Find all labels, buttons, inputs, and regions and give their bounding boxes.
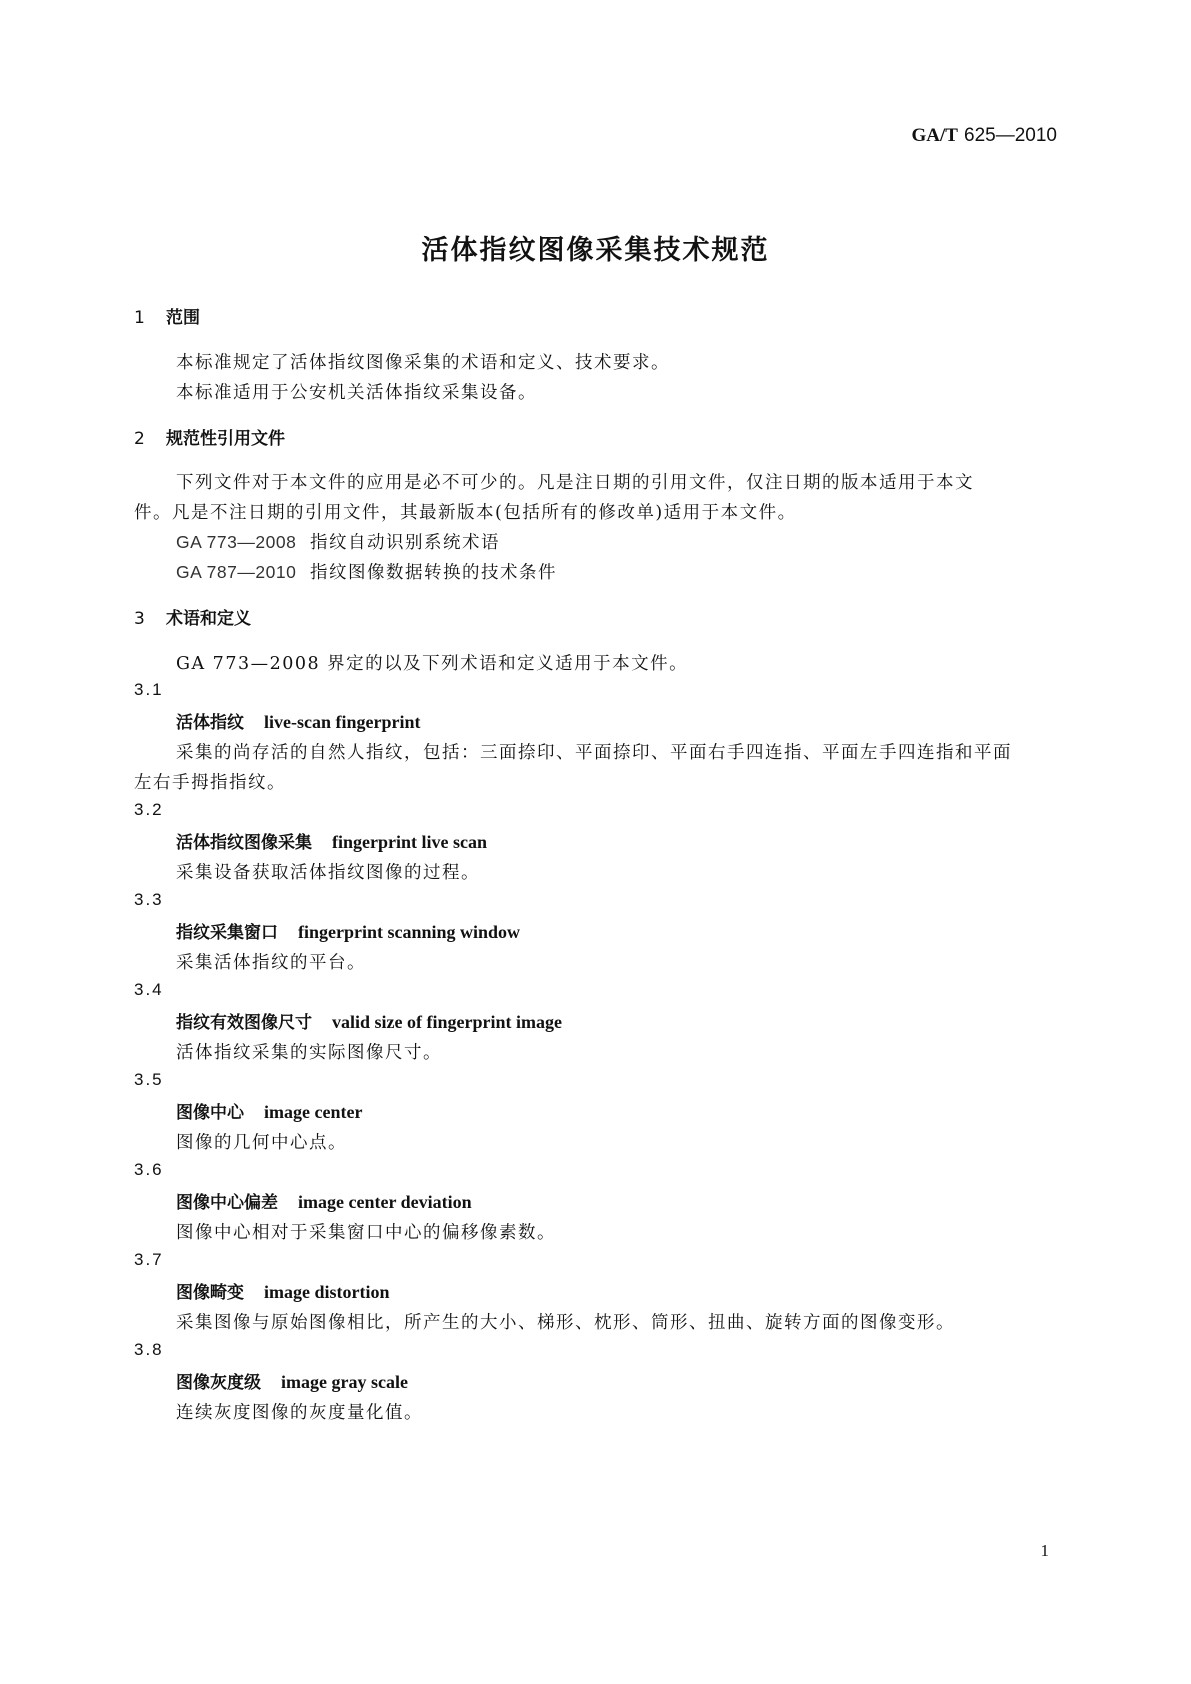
term-title: 图像畸变 image distortion [176, 1282, 390, 1303]
standard-number: 625—2010 [964, 125, 1057, 146]
term-number: 3.6 [134, 1160, 164, 1179]
term-title: 图像中心偏差 image center deviation [176, 1192, 472, 1213]
term-number: 3.5 [134, 1070, 164, 1089]
term-title: 活体指纹 live-scan fingerprint [176, 712, 421, 733]
section-1-heading: 1 范围 [134, 308, 200, 328]
section-2-para-line-1: 下列文件对于本文件的应用是必不可少的。凡是注日期的引用文件，仅注日期的版本适用于本文 [176, 473, 974, 493]
reference-item: GA 787—2010 指纹图像数据转换的技术条件 [176, 562, 557, 583]
section-3-heading: 3 术语和定义 [134, 609, 251, 629]
term-title: 指纹有效图像尺寸 valid size of fingerprint image [176, 1012, 562, 1033]
section-2-heading: 2 规范性引用文件 [134, 429, 285, 449]
term-number: 3.2 [134, 800, 164, 819]
document-title: 活体指纹图像采集技术规范 [421, 235, 770, 266]
term-number: 3.1 [134, 680, 164, 699]
term-title: 图像灰度级 image gray scale [176, 1372, 408, 1393]
term-definition: 活体指纹采集的实际图像尺寸。 [176, 1043, 442, 1063]
term-definition: 采集活体指纹的平台。 [176, 953, 366, 973]
section-1-para-2: 本标准适用于公安机关活体指纹采集设备。 [176, 383, 537, 403]
term-definition: 采集图像与原始图像相比，所产生的大小、梯形、枕形、筒形、扭曲、旋转方面的图像变形。 [176, 1313, 955, 1333]
term-definition-cont: 左右手拇指指纹。 [134, 773, 286, 793]
term-title: 图像中心 image center [176, 1102, 363, 1123]
standard-prefix: GA/T [911, 125, 958, 146]
term-definition: 采集设备获取活体指纹图像的过程。 [176, 863, 480, 883]
page-number: 1 [1040, 1541, 1049, 1560]
term-number: 3.7 [134, 1250, 164, 1269]
term-title: 指纹采集窗口 fingerprint scanning window [176, 922, 521, 943]
term-definition: 图像的几何中心点。 [176, 1133, 347, 1153]
section-2-para-line-2: 件。凡是不注日期的引用文件，其最新版本(包括所有的修改单)适用于本文件。 [134, 503, 797, 523]
section-3-intro: GA 773—2008 界定的以及下列术语和定义适用于本文件。 [176, 654, 689, 674]
reference-item: GA 773—2008 指纹自动识别系统术语 [176, 532, 500, 553]
term-number: 3.3 [134, 890, 164, 909]
term-definition: 采集的尚存活的自然人指纹，包括：三面捺印、平面捺印、平面右手四连指、平面左手四连指和平面 [176, 743, 1012, 763]
term-definition: 连续灰度图像的灰度量化值。 [176, 1403, 423, 1423]
term-number: 3.8 [134, 1340, 164, 1359]
section-1-para-1: 本标准规定了活体指纹图像采集的术语和定义、技术要求。 [176, 353, 670, 373]
term-title: 活体指纹图像采集 fingerprint live scan [176, 832, 487, 853]
term-number: 3.4 [134, 980, 164, 999]
standard-code [912, 124, 1057, 147]
term-definition: 图像中心相对于采集窗口中心的偏移像素数。 [176, 1223, 556, 1243]
